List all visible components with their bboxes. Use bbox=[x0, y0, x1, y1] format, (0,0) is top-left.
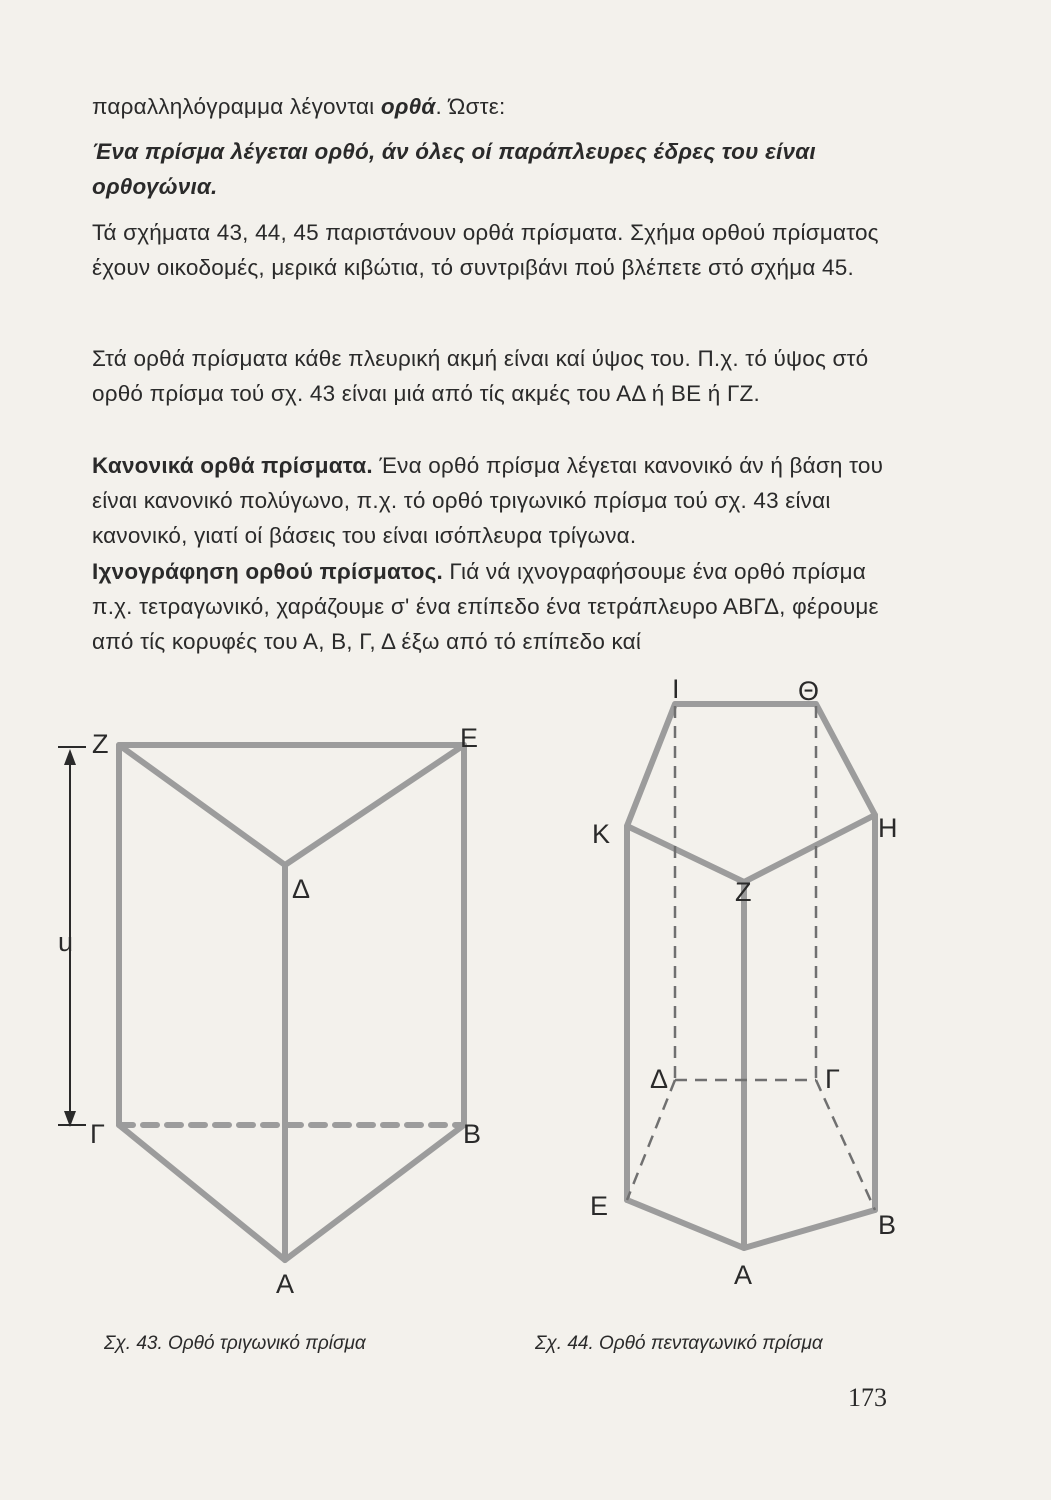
hidden-edge-D-E bbox=[627, 1080, 675, 1200]
section-heading-drawing: Ιχνογράφηση ορθού πρίσματος. bbox=[92, 559, 443, 584]
section-heading-regular: Κανονικά ορθά πρίσματα. bbox=[92, 453, 373, 478]
figure-44-pentagonal-prism bbox=[580, 670, 910, 1310]
height-arrow-head-top bbox=[64, 749, 76, 765]
figure-43-caption: Σχ. 43. Ορθό τριγωνικό πρίσμα bbox=[104, 1333, 366, 1354]
paragraph-height: Στά ορθά πρίσματα κάθε πλευρική ακμή είναι καί ύψος του. Π.χ. τό ύψος στό ορθό πρίσμα τού σχ. 43 είναι μιά από τίς ακμές του ΑΔ ή ΒΕ ή ΓΖ. bbox=[92, 346, 869, 406]
label-D: Δ bbox=[650, 1064, 669, 1094]
label-G: Γ bbox=[825, 1064, 840, 1094]
label-I: I bbox=[672, 674, 680, 704]
page-number: 173 bbox=[848, 1383, 887, 1412]
label-Z: Z bbox=[92, 729, 109, 759]
label-E: E bbox=[460, 723, 479, 753]
label-G: Γ bbox=[90, 1119, 105, 1149]
definition-right-prism: Ένα πρίσμα λέγεται ορθό, άν όλες οί παράπλευρες έδρες του είναι ορθογώνια. bbox=[92, 139, 816, 199]
figure-44-caption: Σχ. 44. Ορθό πενταγωνικό πρίσμα bbox=[535, 1333, 823, 1354]
label-E: E bbox=[590, 1191, 609, 1221]
paragraph-regular-prisms: Κανονικά ορθά πρίσματα. Ένα ορθό πρίσμα λέγεται κανονικό άν ή βάση του είναι κανονικό πολύγωνο, π.χ. τό ορθό τριγωνικό πρίσμα τού σχ. 43 είναι κανονικό, γιατί οί βάσεις του είναι ισόπλευρα τρίγωνα. bbox=[92, 453, 884, 548]
figure-43-triangular-prism bbox=[40, 715, 510, 1305]
label-D: Δ bbox=[292, 874, 311, 904]
label-B: B bbox=[463, 1119, 482, 1149]
paragraph-intro: παραλληλόγραμμα λέγονται ορθά. Ώστε: bbox=[92, 94, 506, 119]
label-B: B bbox=[878, 1210, 897, 1240]
label-K: K bbox=[592, 819, 611, 849]
label-u: u bbox=[58, 927, 74, 957]
label-Z: Z bbox=[735, 877, 752, 907]
label-Th: Θ bbox=[798, 676, 820, 706]
bottom-base-visible bbox=[119, 1125, 464, 1260]
paragraph-drawing: Ιχνογράφηση ορθού πρίσματος. Γιά νά ιχνογραφήσουμε ένα ορθό πρίσμα π.χ. τετραγωνικό, χαράζουμε σ' ένα επίπεδο ένα τετράπλευρο ΑΒΓΔ, φέρουμε από τίς κορυφές του Α, Β, Γ, Δ έξω από τό επίπεδο καί bbox=[92, 559, 879, 654]
label-A: A bbox=[276, 1269, 295, 1299]
bottom-visible-edges bbox=[627, 1200, 875, 1248]
label-H: H bbox=[878, 813, 898, 843]
top-pentagon bbox=[627, 704, 875, 882]
paragraph-examples: Τά σχήματα 43, 44, 45 παριστάνουν ορθά πρίσματα. Σχήμα ορθού πρίσματος έχουν οικοδομές, μερικά κιβώτια, τό συντριβάνι πού βλέπετε στό σχήμα 45. bbox=[92, 220, 879, 280]
top-base-triangle bbox=[119, 745, 464, 865]
hidden-edge-G-B bbox=[816, 1080, 875, 1210]
label-A: A bbox=[734, 1260, 753, 1290]
